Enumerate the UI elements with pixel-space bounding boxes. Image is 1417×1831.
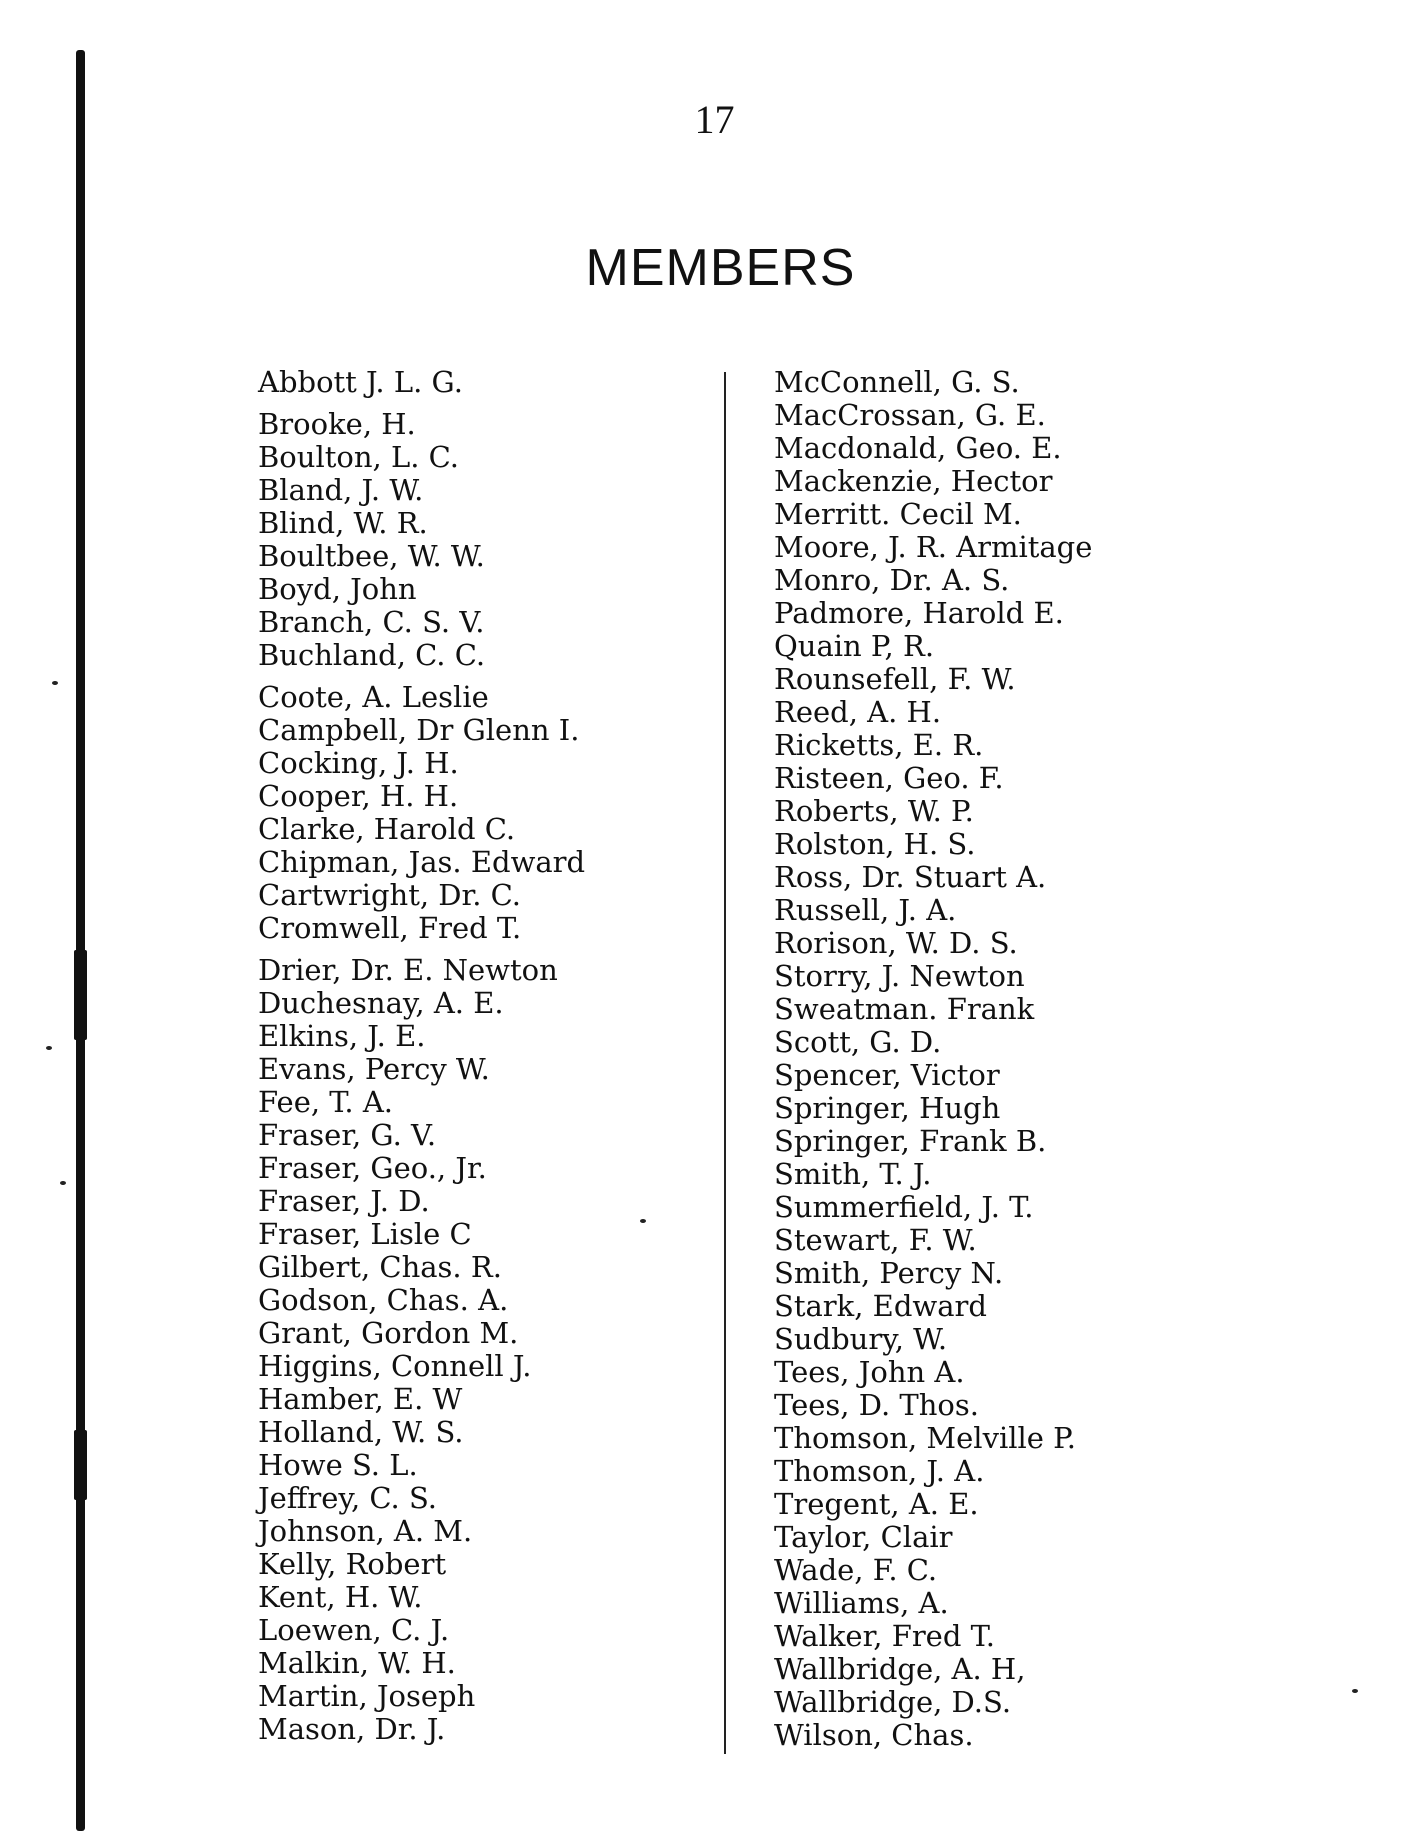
list-item: Walker, Fred T. xyxy=(774,1619,995,1653)
list-item: Macdonald, Geo. E. xyxy=(774,431,1062,465)
list-item: Kent, H. W. xyxy=(258,1580,423,1614)
list-item: Campbell, Dr Glenn I. xyxy=(258,713,580,747)
list-item: Branch, C. S. V. xyxy=(258,605,485,639)
list-item: Tees, D. Thos. xyxy=(774,1388,979,1422)
list-item: Jeffrey, C. S. xyxy=(258,1481,438,1515)
list-item: Cromwell, Fred T. xyxy=(258,911,522,945)
members-list-right xyxy=(774,366,1092,1752)
list-item: Rounsefell, F. W. xyxy=(774,662,1016,696)
list-item: Boulton, L. C. xyxy=(258,440,460,474)
list-item: Fraser, Geo., Jr. xyxy=(258,1151,487,1185)
list-item: Buchland, C. C. xyxy=(258,638,486,672)
list-item: Cocking, J. H. xyxy=(258,746,459,780)
list-item: Springer, Hugh xyxy=(774,1091,1001,1125)
list-item: Fee, T. A. xyxy=(258,1085,393,1119)
members-list-left xyxy=(258,366,585,1746)
list-item: Fraser, G. V. xyxy=(258,1118,437,1152)
scan-speck xyxy=(1352,1689,1358,1693)
list-item: Stewart, F. W. xyxy=(774,1223,977,1257)
list-item: Mason, Dr. J. xyxy=(258,1712,446,1746)
list-item: Thomson, Melville P. xyxy=(774,1421,1077,1455)
list-item: Summerfield, J. T. xyxy=(774,1190,1034,1224)
list-item: Clarke, Harold C. xyxy=(258,812,516,846)
page-binding-edge xyxy=(76,50,85,1831)
list-item: Reed, A. H. xyxy=(774,695,942,729)
list-item: Wade, F. C. xyxy=(774,1553,938,1587)
scan-speck xyxy=(46,1046,52,1050)
list-item: Boyd, John xyxy=(258,572,417,606)
list-item: Duchesnay, A. E. xyxy=(258,986,504,1020)
list-item: Fraser, J. D. xyxy=(258,1184,430,1218)
list-item: Drier, Dr. E. Newton xyxy=(258,953,558,987)
column-divider xyxy=(724,372,726,1754)
list-item: Wilson, Chas. xyxy=(774,1718,974,1752)
list-item: Springer, Frank B. xyxy=(774,1124,1047,1158)
scan-speck xyxy=(52,681,58,685)
list-item: Spencer, Victor xyxy=(774,1058,1000,1092)
list-item: Bland, J. W. xyxy=(258,473,424,507)
list-item: Storry, J. Newton xyxy=(774,959,1025,993)
list-item: Padmore, Harold E. xyxy=(774,596,1064,630)
list-item: Godson, Chas. A. xyxy=(258,1283,509,1317)
list-item: Loewen, C. J. xyxy=(258,1613,450,1647)
scan-speck xyxy=(640,1219,646,1223)
list-item: Thomson, J. A. xyxy=(774,1454,985,1488)
list-item: Holland, W. S. xyxy=(258,1415,464,1449)
list-item: Gilbert, Chas. R. xyxy=(258,1250,502,1284)
list-item: Rorison, W. D. S. xyxy=(774,926,1018,960)
list-item: Sweatman. Frank xyxy=(774,992,1035,1026)
list-item: Moore, J. R. Armitage xyxy=(774,530,1093,564)
list-item: Brooke, H. xyxy=(258,407,416,441)
list-item: Cartwright, Dr. C. xyxy=(258,878,522,912)
list-item: Coote, A. Leslie xyxy=(258,680,489,714)
list-item: Merritt. Cecil M. xyxy=(774,497,1022,531)
list-item: Quain P, R. xyxy=(774,629,935,663)
list-item: Ross, Dr. Stuart A. xyxy=(774,860,1047,894)
list-item: McConnell, G. S. xyxy=(774,365,1020,399)
list-item: Stark, Edward xyxy=(774,1289,987,1323)
list-item: Chipman, Jas. Edward xyxy=(258,845,586,879)
list-item: Tregent, A. E. xyxy=(774,1487,979,1521)
list-item: Rolston, H. S. xyxy=(774,827,976,861)
list-item: Malkin, W. H. xyxy=(258,1646,456,1680)
list-item: Cooper, H. H. xyxy=(258,779,459,813)
list-item: Roberts, W. P. xyxy=(774,794,974,828)
list-item: Blind, W. R. xyxy=(258,506,428,540)
list-item: MacCrossan, G. E. xyxy=(774,398,1046,432)
list-item: Sudbury, W. xyxy=(774,1322,948,1356)
page-title: MEMBERS xyxy=(585,239,856,297)
list-item: Smith, T. J. xyxy=(774,1157,932,1191)
list-item: Martin, Joseph xyxy=(258,1679,476,1713)
list-item: Abbott J. L. G. xyxy=(258,365,463,399)
list-item: Grant, Gordon M. xyxy=(258,1316,519,1350)
list-item: Boultbee, W. W. xyxy=(258,539,485,573)
list-item: Scott, G. D. xyxy=(774,1025,942,1059)
list-item: Higgins, Connell J. xyxy=(258,1349,532,1383)
list-item: Elkins, J. E. xyxy=(258,1019,426,1053)
list-item: Wallbridge, A. H, xyxy=(774,1652,1026,1686)
list-item: Williams, A. xyxy=(774,1586,949,1620)
list-item: Ricketts, E. R. xyxy=(774,728,984,762)
list-item: Johnson, A. M. xyxy=(258,1514,473,1548)
list-item: Evans, Percy W. xyxy=(258,1052,490,1086)
list-item: Howe S. L. xyxy=(258,1448,418,1482)
page-number: 17 xyxy=(694,97,735,142)
list-item: Kelly, Robert xyxy=(258,1547,447,1581)
list-item: Mackenzie, Hector xyxy=(774,464,1053,498)
list-item: Wallbridge, D.S. xyxy=(774,1685,1012,1719)
list-item: Smith, Percy N. xyxy=(774,1256,1004,1290)
list-item: Risteen, Geo. F. xyxy=(774,761,1004,795)
scan-speck xyxy=(60,1181,66,1185)
list-item: Hamber, E. W xyxy=(258,1382,463,1416)
list-item: Tees, John A. xyxy=(774,1355,965,1389)
list-item: Russell, J. A. xyxy=(774,893,957,927)
list-item: Taylor, Clair xyxy=(774,1520,953,1554)
list-item: Monro, Dr. A. S. xyxy=(774,563,1010,597)
list-item: Fraser, Lisle C xyxy=(258,1217,472,1251)
